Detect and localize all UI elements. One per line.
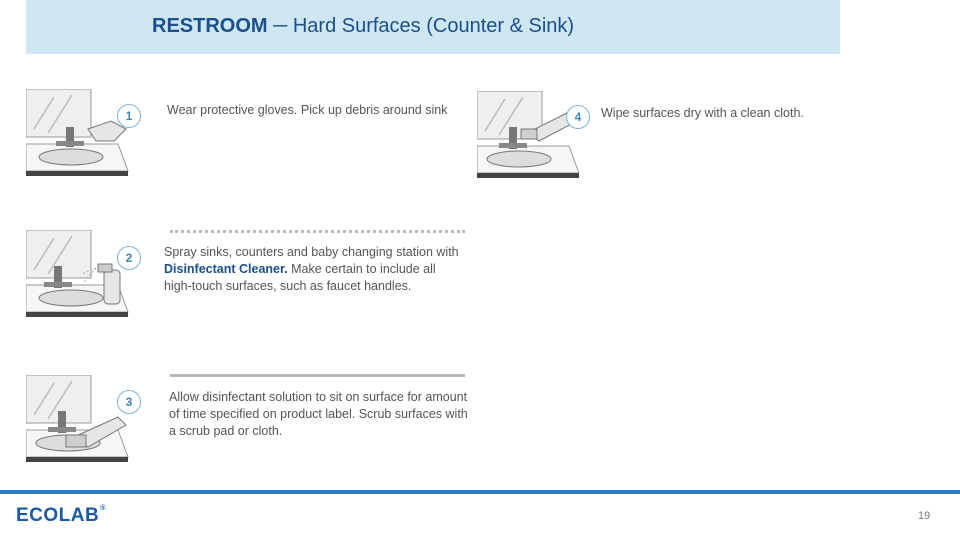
step-4-number-badge: 4: [566, 105, 590, 129]
step-3-sink-illustration: [26, 375, 131, 470]
ecolab-logo: [16, 505, 106, 527]
step-3-number-badge: 3: [117, 390, 141, 414]
page-title-bold: RESTROOM: [152, 15, 268, 37]
solid-separator: [170, 374, 465, 377]
ecolab-logo-text: ECOLAB: [16, 505, 100, 526]
step-2-text-after: Make certain to include all high-touch surfaces, such as faucet handles.: [164, 262, 436, 293]
page-title: [152, 15, 574, 38]
step-2-text: [164, 244, 464, 295]
step-2-text-before: Spray sinks, counters and baby changing station with: [164, 245, 459, 259]
page-number: 19: [918, 510, 931, 522]
step-3-text: Allow disinfectant solution to sit on surface for amount of time specified on product label. Scrub surfaces with a scrub pad or cloth.: [169, 390, 468, 438]
footer-divider: [0, 490, 960, 494]
step-1-text: Wear protective gloves. Pick up debris around sink: [167, 103, 448, 117]
page-title-rest: ─ Hard Surfaces (Counter & Sink): [267, 15, 575, 37]
step-1-number-badge: 1: [117, 104, 141, 128]
step-1-sink-illustration: [26, 89, 131, 184]
step-2-sink-illustration: [26, 230, 131, 325]
step-4-sink-illustration: [477, 91, 582, 186]
logo-registered-mark: ®: [100, 505, 106, 512]
dotted-separator: [170, 230, 465, 233]
step-2-number-badge: 2: [117, 246, 141, 270]
step-4-text: Wipe surfaces dry with a clean cloth.: [601, 106, 804, 120]
step-2-product-name: Disinfectant Cleaner.: [164, 262, 288, 276]
